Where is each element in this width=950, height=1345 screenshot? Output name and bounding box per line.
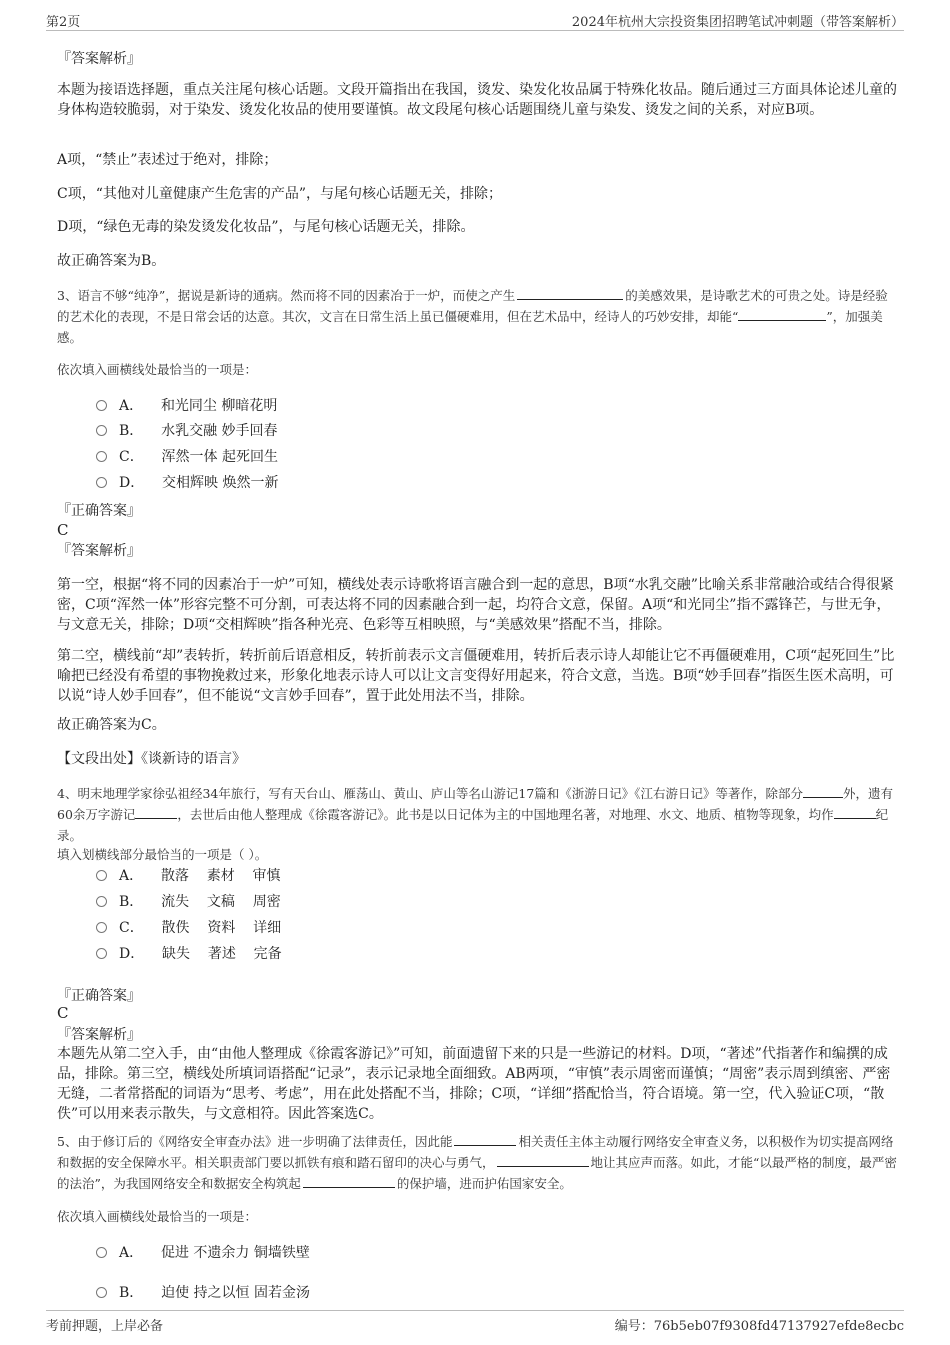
q4-option-b[interactable]: B． 流失 文稿 周密 — [96, 892, 281, 912]
q3-stem: 3、语言不够“纯净”，据说是新诗的通病。然而将不同的因素冶于一炉，而使之产生 的美感效果，是诗歌艺术的可贵之处。诗是经验的艺术化的表现，不是日常会话的达意。其次，文言在日常生活上虽已僵硬难用，但在艺术品中，经诗人的巧妙安排，却能“ ”，加强美感。 — [57, 285, 899, 348]
page-header — [46, 8, 904, 31]
blank-line — [454, 1131, 516, 1146]
q3-analysis-label: 『答案解析』 — [57, 543, 141, 559]
page-number: 第2页 — [46, 15, 81, 30]
q4-analysis-label: 『答案解析』 — [57, 1027, 141, 1043]
radio-button-icon[interactable] — [96, 477, 107, 488]
q3-option-a[interactable]: A． 和光同尘 柳暗花明 — [96, 396, 277, 416]
q4-instruction: 填入划横线部分最恰当的一项是（ ）。 — [57, 847, 268, 862]
q4-option-d[interactable]: D． 缺失 著述 完备 — [96, 944, 282, 964]
radio-button-icon[interactable] — [96, 400, 107, 411]
page-footer — [46, 1310, 904, 1333]
q2-answer-line: 故正确答案为B。 — [57, 253, 166, 269]
q3-option-c[interactable]: C． 浑然一体 起死回生 — [96, 447, 278, 467]
q4-correct-label: 『正确答案』 — [57, 988, 141, 1004]
q4-option-c[interactable]: C． 散佚 资料 详细 — [96, 918, 281, 938]
footer-slogan: 考前押题，上岸必备 — [46, 1319, 164, 1334]
q4-correct-answer: C — [57, 1004, 69, 1022]
radio-button-icon[interactable] — [96, 425, 107, 436]
radio-button-icon[interactable] — [96, 1287, 107, 1298]
q3-source: 【文段出处】《谈新诗的语言》 — [57, 751, 246, 767]
blank-line — [517, 285, 623, 300]
q2-analysis-p2: A项，“禁止”表述过于绝对，排除； — [57, 152, 278, 168]
q4-option-a[interactable]: A． 散落 素材 审慎 — [96, 866, 281, 886]
document-id: 编号：76b5eb07f9308fd47137927efde8ecbc — [614, 1319, 904, 1334]
blank-line — [497, 1152, 589, 1167]
blank-line — [834, 804, 876, 819]
q3-correct-answer: C — [57, 521, 69, 539]
radio-button-icon[interactable] — [96, 451, 107, 462]
blank-line — [303, 1173, 395, 1188]
q5-instruction: 依次填入画横线处最恰当的一项是： — [57, 1209, 258, 1224]
q5-option-a[interactable]: A． 促进 不遗余力 铜墙铁壁 — [96, 1243, 310, 1263]
q5-stem: 5、由于修订后的《网络安全审查办法》进一步明确了法律责任，因此能 相关责任主体主动履行网络安全审查义务，以积极作为切实提高网络和数据的安全保障水平。相关职责部门要以抓铁有痕和踏石留印的决心与勇气， 地让其应声而落。如此，才能“以最严格的制度，最严密的法治”，为我国网络安全和数据安全构筑起 的保护墙，进而护佑国家安全。 — [57, 1131, 899, 1194]
q3-analysis-p2: 第二空，横线前“却”表转折，转折前后语意相反，转折前表示文言僵硬难用，转折后表示诗人却能让它不再僵硬难用，C项“起死回生”比喻把已经没有希望的事物挽救过来，形象化地表示诗人可以让文言变得好用起来，符合文意，当选。B项“妙手回春”指医生医术高明，可以说“诗人妙手回春”，但不能说“文言妙手回春”，置于此处用法不当，排除。 — [57, 648, 895, 704]
q3-instruction: 依次填入画横线处最恰当的一项是： — [57, 362, 258, 377]
q2-analysis-label: 『答案解析』 — [57, 51, 141, 67]
blank-line — [135, 804, 177, 819]
q4-stem: 4、明末地理学家徐弘祖经34年旅行，写有天台山、雁荡山、黄山、庐山等名山游记17篇和《浙游日记》《江右游日记》等著作，除部分 外，遗有60余万字游记 ，去世后由他人整理成《徐霞客游记》。此书是以日记体为主的中国地理名著，对地理、水文、地质、植物等现象，均作 纪录。 — [57, 783, 899, 846]
radio-button-icon[interactable] — [96, 948, 107, 959]
q3-option-b[interactable]: B． 水乳交融 妙手回春 — [96, 421, 278, 441]
q2-analysis-p3: C项，“其他对儿童健康产生危害的产品”，与尾句核心话题无关，排除； — [57, 186, 503, 202]
q3-analysis-p1: 第一空，根据“将不同的因素冶于一炉”可知，横线处表示诗歌将语言融合到一起的意思，B项“水乳交融”比喻关系非常融洽或结合得很紧密，C项“浑然一体”形容完整不可分割，可表达将不同的因素融合到一起，均符合文意，保留。A项“和光同尘”指不露锋芒，与世无争，与文意无关，排除；D项“交相辉映”指各种光亮、色彩等互相映照，与“美感效果”搭配不当，排除。 — [57, 577, 894, 633]
radio-button-icon[interactable] — [96, 870, 107, 881]
q4-analysis: 本题先从第二空入手，由“由他人整理成《徐霞客游记》”可知，前面遗留下来的只是一些游记的材料。D项，“著述”代指著作和编撰的成品，排除。第三空，横线处所填词语搭配“记录”，表示记录地全面细致。AB两项，“审慎”表示周密而谨慎；“周密”表示周到缜密、严密无缝，二者常搭配的词语为“思考、考虑”，用在此处搭配不当，排除；C项，“详细”搭配恰当，符合语境。第一空，代入验证C项，“散佚”可以用来表示散失，与文意相符。因此答案选C。 — [57, 1046, 891, 1122]
q2-analysis-p4: D项，“绿色无毒的染发烫发化妆品”，与尾句核心话题无关，排除。 — [57, 219, 475, 235]
document-title: 2024年杭州大宗投资集团招聘笔试冲刺题（带答案解析） — [571, 15, 904, 30]
q3-answer-line: 故正确答案为C。 — [57, 717, 166, 733]
radio-button-icon[interactable] — [96, 896, 107, 907]
q3-correct-label: 『正确答案』 — [57, 503, 141, 519]
blank-line — [803, 783, 843, 798]
q2-analysis-p1: 本题为接语选择题，重点关注尾句核心话题。文段开篇指出在我国，烫发、染发化妆品属于特殊化妆品。随后通过三方面具体论述儿童的身体构造较脆弱，对于染发、烫发化妆品的使用要谨慎。故文段尾句核心话题围绕儿童与染发、烫发之间的关系，对应B项。 — [57, 82, 897, 118]
radio-button-icon[interactable] — [96, 922, 107, 933]
q3-option-d[interactable]: D． 交相辉映 焕然一新 — [96, 473, 279, 493]
radio-button-icon[interactable] — [96, 1247, 107, 1258]
blank-line — [738, 306, 826, 321]
q5-option-b[interactable]: B． 迫使 持之以恒 固若金汤 — [96, 1283, 310, 1303]
